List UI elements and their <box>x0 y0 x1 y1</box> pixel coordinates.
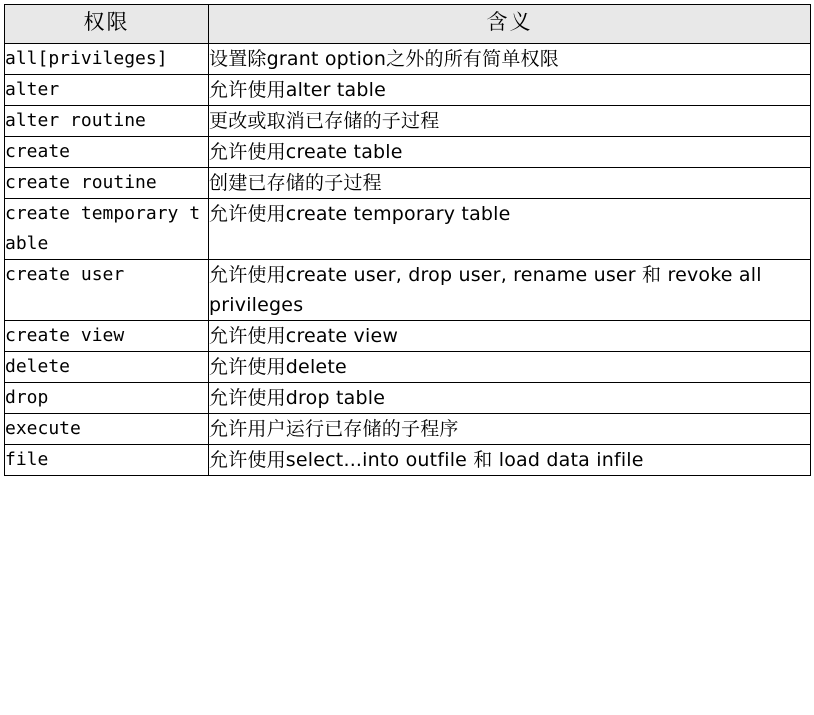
cell-meaning: 允许用户运行已存储的子程序 <box>209 414 811 445</box>
table-row <box>5 414 811 445</box>
cell-privilege: create user <box>5 260 209 321</box>
cell-privilege: create routine <box>5 168 209 199</box>
cell-privilege: drop <box>5 383 209 414</box>
cell-privilege: create view <box>5 321 209 352</box>
cell-meaning: 允许使用create user, drop user, rename user 和 revoke all privileges <box>209 260 811 321</box>
table-header <box>5 5 811 44</box>
table-body <box>5 44 811 476</box>
table-row <box>5 44 811 75</box>
cell-privilege: execute <box>5 414 209 445</box>
cell-meaning: 允许使用create view <box>209 321 811 352</box>
column-header-meaning: 含义 <box>209 5 811 44</box>
cell-privilege: create <box>5 137 209 168</box>
cell-privilege: delete <box>5 352 209 383</box>
column-header-privilege: 权限 <box>5 5 209 44</box>
cell-meaning: 允许使用create temporary table <box>209 199 811 260</box>
cell-privilege: alter routine <box>5 106 209 137</box>
table-row <box>5 199 811 260</box>
table-row <box>5 352 811 383</box>
table-row <box>5 168 811 199</box>
cell-privilege: create temporary table <box>5 199 209 260</box>
cell-meaning: 允许使用create table <box>209 137 811 168</box>
privileges-table <box>4 4 811 476</box>
cell-meaning: 允许使用select...into outfile 和 load data infile <box>209 445 811 476</box>
cell-meaning: 允许使用delete <box>209 352 811 383</box>
cell-meaning: 更改或取消已存储的子过程 <box>209 106 811 137</box>
cell-meaning: 允许使用alter table <box>209 75 811 106</box>
document-page <box>0 4 814 715</box>
table-row <box>5 321 811 352</box>
table-row <box>5 75 811 106</box>
table-row <box>5 260 811 321</box>
cell-privilege: alter <box>5 75 209 106</box>
table-row <box>5 383 811 414</box>
table-row <box>5 137 811 168</box>
cell-meaning: 设置除grant option之外的所有简单权限 <box>209 44 811 75</box>
cell-meaning: 创建已存储的子过程 <box>209 168 811 199</box>
table-header-row <box>5 5 811 44</box>
cell-meaning: 允许使用drop table <box>209 383 811 414</box>
table-row <box>5 106 811 137</box>
cell-privilege: all[privileges] <box>5 44 209 75</box>
table-row <box>5 445 811 476</box>
cell-privilege: file <box>5 445 209 476</box>
